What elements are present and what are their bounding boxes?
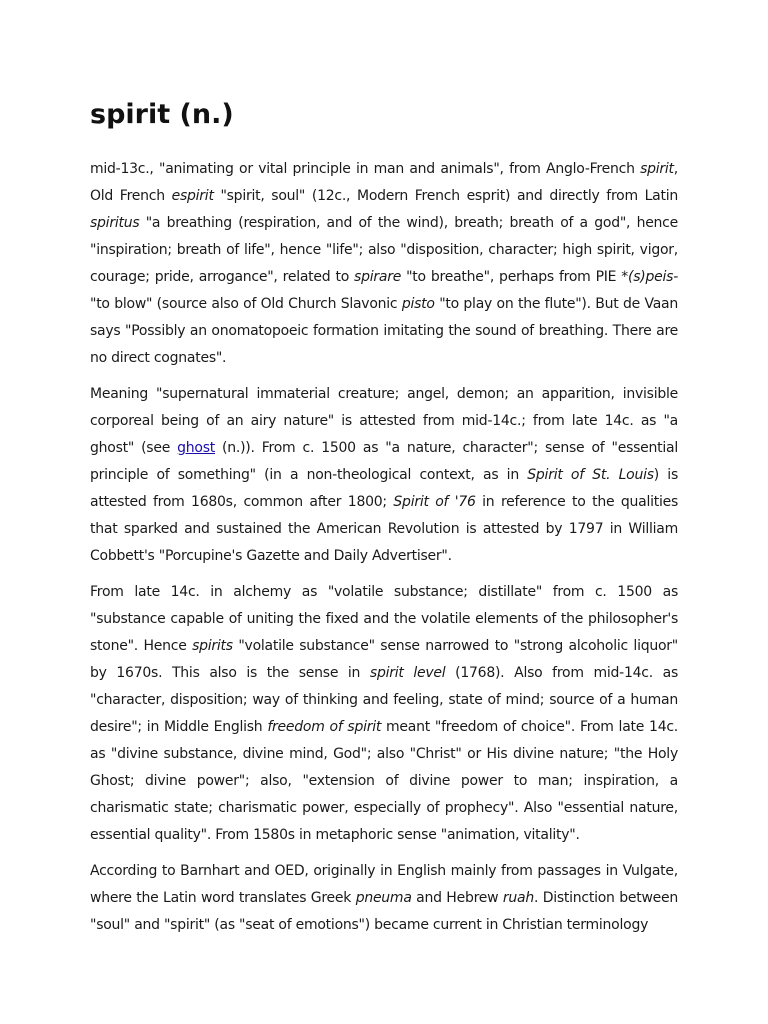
text-segment: "to breathe", perhaps from PIE * <box>401 269 629 285</box>
italic-term: ruah <box>502 890 534 906</box>
italic-term: spirare <box>354 269 402 285</box>
text-segment: According to Barnhart and OED, originally in English mainly from passages in Vulgate, where the Latin word translates Greek <box>90 863 678 906</box>
italic-term: spiritus <box>90 215 140 231</box>
text-segment: "to play on the flute"). But de Vaan says "Possibly an onomatopoeic formation imitating the sound of breathing. There are no direct cognates". <box>90 296 678 366</box>
italic-term: spirits <box>192 638 233 654</box>
italic-term: spirit <box>640 161 674 177</box>
text-segment: Meaning "supernatural immaterial creature; angel, demon; an apparition, invisible corporeal being of an airy nature" is attested from mid-14c.; from late 14c. as "a ghost" (see <box>90 386 678 456</box>
text-segment: in reference to the qualities that sparked and sustained the American Revolution is attested by 1797 in William Cobbett's "Porcupine's Gazette and Daily Advertiser". <box>90 494 679 564</box>
text-segment: (n.)). From c. 1500 as "a nature, character"; sense of "essential principle of something" (in a non-theological context, as in <box>90 440 678 483</box>
text-segment: (1768). Also from mid-14c. as "character, disposition; way of thinking and feeling, state of mind; source of a human desire"; in Middle English <box>90 665 679 735</box>
italic-term: Spirit of '76 <box>393 494 476 510</box>
text-segment: and Hebrew <box>411 890 503 906</box>
text-segment: "spirit, soul" (12c., Modern French esprit) and directly from Latin <box>213 188 678 204</box>
text-segment: "volatile substance" sense narrowed to "strong alcoholic liquor" by 1670s. This also is the sense in <box>90 638 678 681</box>
text-segment: mid-13c., "animating or vital principle in man and animals", from Anglo-French <box>90 161 641 177</box>
crossref-link-ghost[interactable]: ghost <box>177 440 215 456</box>
italic-term: pneuma <box>355 890 412 906</box>
text-segment: ) is attested from 1680s, common after 1800; <box>90 467 678 510</box>
italic-term: spirit level <box>369 665 446 681</box>
text-segment: "a breathing (respiration, and of the wind), breath; breath of a god", hence "inspiration; breath of life", hence "life"; also "disposition, character; high spirit, vigor, courage; pride, arrogance", related to <box>90 215 678 285</box>
entry-article <box>90 98 678 948</box>
text-segment: From late 14c. in alchemy as "volatile substance; distillate" from c. 1500 as "substance capable of uniting the fixed and the volatile elements of the philosopher's stone". Hence <box>90 584 678 654</box>
text-segment: "to blow" (source also of Old Church Slavonic <box>90 296 402 312</box>
italic-term: freedom of spirit <box>267 719 382 735</box>
text-segment: . Distinction between "soul" and "spirit" (as "seat of emotions") became current in Christian terminology <box>90 890 678 933</box>
italic-term: espirit <box>171 188 214 204</box>
italic-term: Spirit of St. Louis <box>527 467 654 483</box>
italic-term: pisto <box>401 296 435 312</box>
paragraph-3 <box>90 579 678 849</box>
text-segment: meant "freedom of choice". From late 14c. as "divine substance, divine mind, God"; also "Christ" or His divine nature; "the Holy Ghost; divine power"; also, "extension of divine power to man; inspiration, a charismatic state; charismatic power, especially of prophecy". Also "essential nature, essential quality". From 1580s in metaphoric sense "animation, vitality". <box>90 719 678 843</box>
italic-term: (s)peis- <box>628 269 678 285</box>
paragraph-4 <box>90 858 678 939</box>
entry-title: spirit (n.) <box>90 99 234 130</box>
paragraph-2 <box>90 381 678 570</box>
paragraph-1 <box>90 156 678 372</box>
text-segment: , Old French <box>90 161 678 204</box>
